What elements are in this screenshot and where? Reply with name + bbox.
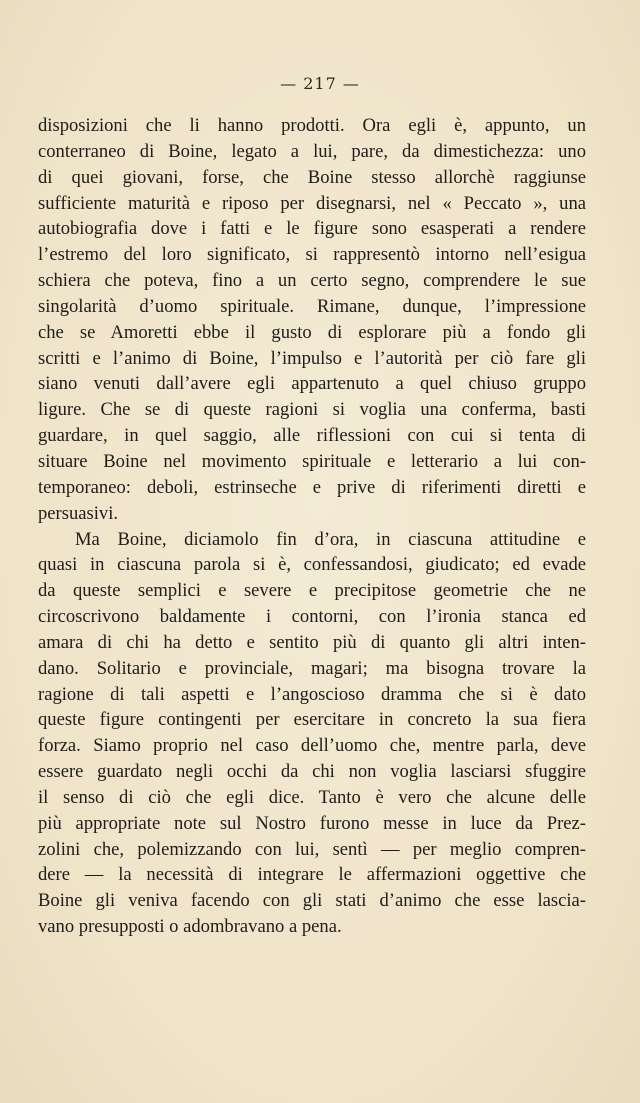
text-line: dano. Solitario e provinciale, magari; ma bisogna trovare la [38,657,586,679]
text-line: ragione di tali aspetti e l’angoscioso dramma che si è dato [38,683,586,705]
text-line: queste figure contingenti per esercitare in concreto la sua fiera [38,709,586,731]
text-line: siano venuti dall’avere egli appartenuto a quel chiuso gruppo [38,373,586,395]
text-line: amara di chi ha detto e sentito più di quanto gli altri inten- [38,631,586,653]
text-line: zolini che, polemizzando con lui, sentì — per meglio compren- [38,838,586,860]
text-line: essere guardato negli occhi da chi non voglia lasciarsi sfuggire [38,761,586,783]
text-line: singolarità d’uomo spirituale. Rimane, dunque, l’impressione [38,295,586,317]
text-line: situare Boine nel movimento spirituale e letterario a lui con- [38,450,586,472]
text-line: che se Amoretti ebbe il gusto di esplorare più a fondo gli [38,321,586,343]
text-line: scritti e l’animo di Boine, l’impulso e l’autorità per ciò fare gli [38,347,586,369]
text-line: Boine gli veniva facendo con gli stati d’animo che esse lascia- [38,890,586,912]
text-line: disposizioni che li hanno prodotti. Ora egli è, appunto, un [38,115,586,136]
text-line: ligure. Che se di queste ragioni si voglia una conferma, basti [38,399,586,421]
text-line: circoscrivono baldamente i contorni, con l’ironia stanca ed [38,606,586,628]
text-line: forza. Siamo proprio nel caso dell’uomo che, mentre parla, deve [38,735,586,757]
text-line: dere — la necessità di integrare le affermazioni oggettive che [38,864,586,886]
text-line: schiera che poteva, fino a un certo segno, comprendere le sue [38,270,586,292]
text-line: persuasivi. [38,502,119,524]
page-number: — 217 — [280,74,360,93]
text-line: temporaneo: deboli, estrinseche e prive di riferimenti diretti e [38,476,586,498]
text-line: di quei giovani, forse, che Boine stesso allorchè raggiunse [38,166,586,188]
text-line: conterraneo di Boine, legato a lui, pare, da dimestichezza: uno [38,140,586,162]
text-line: autobiografia dove i fatti e le figure sono esasperati a rendere [38,218,586,240]
paragraph [38,113,586,527]
text-line: più appropriate note sul Nostro furono messe in luce da Prez- [38,812,586,834]
text-line: l’estremo del loro significato, si rappresentò intorno nell’esigua [38,244,586,266]
text-line: vano presupposti o adombravano a pena. [38,916,342,938]
paragraph [38,527,586,941]
body-text [38,113,586,940]
text-line: sufficiente maturità e riposo per disegnarsi, nel « Peccato », una [38,192,586,214]
text-line: il senso di ciò che egli dice. Tanto è vero che alcune delle [38,786,586,808]
text-line: da queste semplici e severe e precipitose geometrie che ne [38,580,586,602]
text-line: quasi in ciascuna parola si è, confessandosi, giudicato; ed evade [38,554,586,576]
text-line: Ma Boine, diciamolo fin d’ora, in ciascuna attitudine e [75,528,586,550]
text-line: guardare, in quel saggio, alle riflessioni con cui si tenta di [38,425,586,447]
